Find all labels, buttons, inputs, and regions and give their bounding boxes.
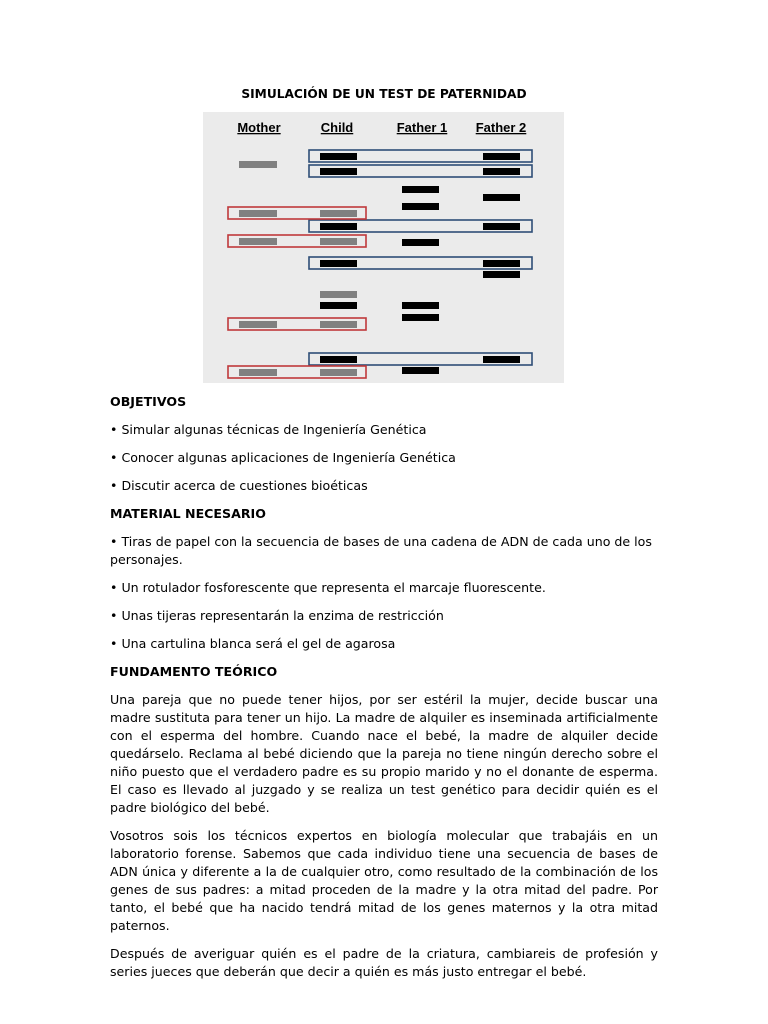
band	[483, 168, 520, 175]
paragraph: Una pareja que no puede tener hijos, por ser estéril la mujer, decide buscar una madre sustituta para tener un hijo. La madre de alquiler es inseminada artificialmente con el esperma del hombre. Cuando nace el bebé, la madre de alquiler decide quedárselo. Reclama al bebé diciendo que la pareja no tiene ningún derecho sobre el niño puesto que el verdadero padre es su propio marido y no el donante de esperma. El caso es llevado al juzgado y se realiza un test genético para decidir quién es el padre biológico del bebé.	[110, 692, 658, 815]
father-match-boxes	[309, 150, 532, 365]
bullet-icon: •	[110, 422, 118, 437]
bullet-icon: •	[110, 450, 118, 465]
column-header-mother: Mother	[237, 120, 281, 135]
column-header-father2: Father 2	[475, 120, 527, 135]
list-item: • Tiras de papel con la secuencia de bases de una cadena de ADN de cada uno de los personajes.	[110, 534, 652, 567]
band	[239, 369, 277, 376]
band	[402, 186, 439, 193]
band	[320, 291, 357, 298]
list-item: • Un rotulador fosforescente que representa el marcaje fluorescente.	[110, 580, 546, 595]
band	[320, 238, 357, 245]
bullet-icon: •	[110, 608, 118, 623]
band	[239, 161, 277, 168]
band	[483, 260, 520, 267]
band	[320, 153, 357, 160]
band	[402, 314, 439, 321]
gel-diagram	[203, 112, 564, 383]
list-item: • Unas tijeras representarán la enzima de restricción	[110, 608, 444, 623]
column-header-child: Child	[320, 120, 354, 135]
band	[402, 239, 439, 246]
gel-bands	[239, 153, 520, 376]
band	[320, 223, 357, 230]
band	[402, 367, 439, 374]
band	[483, 223, 520, 230]
column-header-father1: Father 1	[396, 120, 448, 135]
paragraph: Vosotros sois los técnicos expertos en biología molecular que trabajáis en un laboratorio forense. Sabemos que cada individuo tiene una secuencia de bases de ADN única y diferente a la de cualquier otro, como resultado de la combinación de los genes de sus padres: a mitad proceden de la madre y la otra mitad del padre. Por tanto, el bebé que ha nacido tendrá mitad de los genes maternos y la otra mitad paternos.	[110, 828, 658, 933]
list-item: • Discutir acerca de cuestiones bioéticas	[110, 478, 368, 493]
document-text	[110, 393, 658, 991]
band	[320, 302, 357, 309]
band	[320, 321, 357, 328]
bullet-icon: •	[110, 636, 118, 651]
paternity-gel-figure	[203, 112, 564, 383]
list-item: • Simular algunas técnicas de Ingeniería Genética	[110, 422, 427, 437]
section-heading-fundamento: FUNDAMENTO TEÓRICO	[110, 664, 278, 679]
band	[320, 369, 357, 376]
section-heading-material: MATERIAL NECESARIO	[110, 506, 266, 521]
band	[320, 210, 357, 217]
list-item: • Una cartulina blanca será el gel de agarosa	[110, 636, 396, 651]
band	[483, 356, 520, 363]
band	[320, 168, 357, 175]
band	[483, 153, 520, 160]
bullet-icon: •	[110, 478, 118, 493]
band	[239, 238, 277, 245]
bullet-icon: •	[110, 534, 118, 549]
band	[320, 260, 357, 267]
page-title: SIMULACIÓN DE UN TEST DE PATERNIDAD	[241, 87, 527, 101]
band	[402, 302, 439, 309]
bullet-icon: •	[110, 580, 118, 595]
section-heading-objetivos: OBJETIVOS	[110, 394, 187, 409]
band	[239, 210, 277, 217]
band	[483, 271, 520, 278]
paragraph: Después de averiguar quién es el padre de la criatura, cambiareis de profesión y series jueces que deberán que decir a quién es más justo entregar el bebé.	[110, 946, 658, 979]
list-item: • Conocer algunas aplicaciones de Ingeniería Genética	[110, 450, 456, 465]
band	[402, 203, 439, 210]
band	[320, 356, 357, 363]
band	[483, 194, 520, 201]
band	[239, 321, 277, 328]
